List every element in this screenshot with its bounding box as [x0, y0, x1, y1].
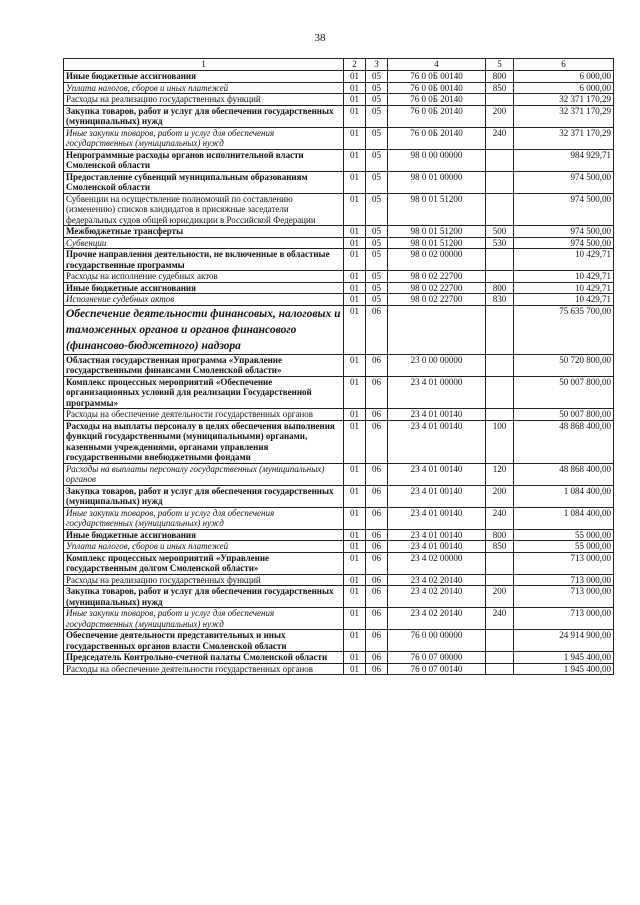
- row-name: Межбюджетные трансферты: [64, 226, 344, 238]
- row-expense-type: 800: [486, 282, 514, 294]
- table-row: [64, 463, 614, 485]
- row-expense-type: [486, 249, 514, 271]
- row-expense-type: [486, 94, 514, 106]
- column-header: 2: [344, 59, 366, 71]
- row-name: Иные закупки товаров, работ и услуг для обеспечения государственных (муниципальных) нужд: [64, 507, 344, 529]
- row-section-code: 01: [344, 105, 366, 127]
- row-name: Субвенции: [64, 237, 344, 249]
- row-section-code: 01: [344, 574, 366, 586]
- row-section-code: 01: [344, 420, 366, 463]
- row-section-code: 01: [344, 149, 366, 171]
- row-section-code: 01: [344, 463, 366, 485]
- row-subsection-code: 06: [366, 652, 388, 664]
- row-subsection-code: 05: [366, 149, 388, 171]
- row-subsection-code: 05: [366, 249, 388, 271]
- row-name: Уплата налогов, сборов и иных платежей: [64, 541, 344, 553]
- row-expense-type: 200: [486, 105, 514, 127]
- row-target-code: 76 0 0Б 00140: [388, 82, 486, 94]
- row-section-code: 01: [344, 541, 366, 553]
- row-name: Закупка товаров, работ и услуг для обеспечения государственных (муниципальных) нужд: [64, 586, 344, 608]
- row-amount: 50 007 800,00: [514, 409, 614, 421]
- row-amount: 50 007 800,00: [514, 376, 614, 409]
- row-target-code: 23 4 02 20140: [388, 574, 486, 586]
- row-amount: 6 000,00: [514, 82, 614, 94]
- row-name: Иные бюджетные ассигнования: [64, 282, 344, 294]
- row-expense-type: [486, 149, 514, 171]
- row-expense-type: 800: [486, 71, 514, 83]
- table-row: [64, 271, 614, 283]
- row-expense-type: [486, 271, 514, 283]
- row-amount: 55 000,00: [514, 529, 614, 541]
- row-subsection-code: 05: [366, 226, 388, 238]
- row-expense-type: [486, 193, 514, 226]
- row-subsection-code: 05: [366, 282, 388, 294]
- row-expense-type: 200: [486, 485, 514, 507]
- row-target-code: 76 0 00 00000: [388, 630, 486, 652]
- row-name: Расходы на обеспечение деятельности государственных органов: [64, 663, 344, 675]
- row-section-code: 01: [344, 237, 366, 249]
- row-amount: 32 371 170,29: [514, 105, 614, 127]
- row-target-code: 76 0 0Б 20140: [388, 105, 486, 127]
- row-expense-type: 850: [486, 541, 514, 553]
- row-section-code: 01: [344, 193, 366, 226]
- table-row: [64, 409, 614, 421]
- row-target-code: 23 4 01 00140: [388, 529, 486, 541]
- row-expense-type: 240: [486, 608, 514, 630]
- row-name: Иные бюджетные ассигнования: [64, 529, 344, 541]
- table-row: [64, 586, 614, 608]
- row-expense-type: [486, 552, 514, 574]
- table-row: [64, 237, 614, 249]
- row-subsection-code: 06: [366, 552, 388, 574]
- row-subsection-code: 06: [366, 507, 388, 529]
- table-header-row: [64, 59, 614, 71]
- row-subsection-code: 05: [366, 82, 388, 94]
- row-subsection-code: 06: [366, 420, 388, 463]
- row-expense-type: 830: [486, 294, 514, 306]
- row-target-code: 23 0 00 00000: [388, 354, 486, 376]
- table-row: [64, 574, 614, 586]
- row-target-code: 23 4 01 00140: [388, 485, 486, 507]
- column-header: 3: [366, 59, 388, 71]
- row-amount: 1 945 400,00: [514, 663, 614, 675]
- row-target-code: 23 4 01 00140: [388, 541, 486, 553]
- table-row: [64, 529, 614, 541]
- row-expense-type: 800: [486, 529, 514, 541]
- row-expense-type: [486, 305, 514, 354]
- table-row: [64, 507, 614, 529]
- row-name: Прочие направления деятельности, не включенные в областные государственные программы: [64, 249, 344, 271]
- row-amount: 1 084 400,00: [514, 507, 614, 529]
- row-subsection-code: 05: [366, 294, 388, 306]
- row-expense-type: [486, 376, 514, 409]
- row-expense-type: [486, 652, 514, 664]
- row-section-code: 01: [344, 485, 366, 507]
- row-expense-type: [486, 630, 514, 652]
- row-amount: 48 868 400,00: [514, 420, 614, 463]
- row-section-code: 01: [344, 249, 366, 271]
- row-name: Расходы на выплаты персоналу в целях обеспечения выполнения функций государственными (муниципальными) органами, казенными учреждениями, органами управления государственными внебюджетными фондами: [64, 420, 344, 463]
- row-section-code: 01: [344, 271, 366, 283]
- row-subsection-code: 05: [366, 71, 388, 83]
- row-expense-type: 100: [486, 420, 514, 463]
- table-row: [64, 94, 614, 106]
- column-header: 4: [388, 59, 486, 71]
- row-expense-type: [486, 354, 514, 376]
- row-target-code: 76 0 07 00140: [388, 663, 486, 675]
- row-expense-type: 240: [486, 507, 514, 529]
- table-row: [64, 420, 614, 463]
- row-name: Закупка товаров, работ и услуг для обеспечения государственных (муниципальных) нужд: [64, 105, 344, 127]
- row-amount: 974 500,00: [514, 237, 614, 249]
- table-row: [64, 376, 614, 409]
- table-row: [64, 652, 614, 664]
- row-target-code: 98 0 02 00000: [388, 249, 486, 271]
- row-amount: 1 084 400,00: [514, 485, 614, 507]
- row-section-code: 01: [344, 409, 366, 421]
- row-subsection-code: 05: [366, 94, 388, 106]
- row-name: Закупка товаров, работ и услуг для обеспечения государственных (муниципальных) нужд: [64, 485, 344, 507]
- page-number: 38: [314, 32, 326, 44]
- table-row: [64, 305, 614, 354]
- row-section-code: 01: [344, 376, 366, 409]
- column-header: 1: [64, 59, 344, 71]
- row-name: Иные закупки товаров, работ и услуг для обеспечения государственных (муниципальных) нужд: [64, 127, 344, 149]
- row-amount: 713 000,00: [514, 552, 614, 574]
- row-name: Расходы на реализацию государственных функций: [64, 94, 344, 106]
- row-subsection-code: 06: [366, 541, 388, 553]
- row-section-code: 01: [344, 294, 366, 306]
- row-name: Комплекс процессных мероприятий «Управление государственным долгом Смоленской области»: [64, 552, 344, 574]
- row-target-code: 98 0 01 51200: [388, 226, 486, 238]
- row-name: Исполнение судебных актов: [64, 294, 344, 306]
- table-row: [64, 105, 614, 127]
- row-expense-type: 500: [486, 226, 514, 238]
- row-section-code: 01: [344, 94, 366, 106]
- table-row: [64, 541, 614, 553]
- row-expense-type: [486, 663, 514, 675]
- table-row: [64, 193, 614, 226]
- row-section-code: 01: [344, 71, 366, 83]
- row-subsection-code: 05: [366, 171, 388, 193]
- table-row: [64, 608, 614, 630]
- row-subsection-code: 06: [366, 354, 388, 376]
- row-subsection-code: 06: [366, 463, 388, 485]
- row-amount: 10 429,71: [514, 282, 614, 294]
- row-subsection-code: 06: [366, 574, 388, 586]
- row-section-code: 01: [344, 305, 366, 354]
- row-name: Предоставление субвенций муниципальным образованиям Смоленской области: [64, 171, 344, 193]
- row-name: Областная государственная программа «Управление государственными финансами Смоленской области»: [64, 354, 344, 376]
- row-target-code: 23 4 01 00140: [388, 420, 486, 463]
- row-amount: 32 371 170,29: [514, 94, 614, 106]
- row-expense-type: 530: [486, 237, 514, 249]
- row-expense-type: [486, 574, 514, 586]
- row-subsection-code: 06: [366, 305, 388, 354]
- row-amount: 713 000,00: [514, 586, 614, 608]
- row-expense-type: 200: [486, 586, 514, 608]
- row-expense-type: 850: [486, 82, 514, 94]
- row-section-code: 01: [344, 127, 366, 149]
- row-target-code: [388, 305, 486, 354]
- row-name: Иные бюджетные ассигнования: [64, 71, 344, 83]
- row-section-code: 01: [344, 663, 366, 675]
- row-target-code: 23 4 01 00000: [388, 376, 486, 409]
- row-section-code: 01: [344, 630, 366, 652]
- row-amount: 974 500,00: [514, 171, 614, 193]
- row-subsection-code: 05: [366, 237, 388, 249]
- row-amount: 50 720 800,00: [514, 354, 614, 376]
- row-subsection-code: 06: [366, 529, 388, 541]
- table-row: [64, 663, 614, 675]
- row-amount: 974 500,00: [514, 193, 614, 226]
- row-section-code: 01: [344, 354, 366, 376]
- row-subsection-code: 06: [366, 376, 388, 409]
- row-amount: 10 429,71: [514, 249, 614, 271]
- row-amount: 974 500,00: [514, 226, 614, 238]
- table-row: [64, 552, 614, 574]
- row-target-code: 76 0 07 00000: [388, 652, 486, 664]
- row-target-code: 98 0 01 51200: [388, 193, 486, 226]
- row-subsection-code: 06: [366, 630, 388, 652]
- row-amount: 10 429,71: [514, 294, 614, 306]
- row-target-code: 98 0 01 51200: [388, 237, 486, 249]
- row-amount: 984 929,71: [514, 149, 614, 171]
- table-row: [64, 71, 614, 83]
- row-name: Расходы на выплаты персоналу государственных (муниципальных) органов: [64, 463, 344, 485]
- table-row: [64, 282, 614, 294]
- row-expense-type: [486, 409, 514, 421]
- row-subsection-code: 05: [366, 193, 388, 226]
- row-target-code: 23 4 02 20140: [388, 608, 486, 630]
- table-row: [64, 171, 614, 193]
- row-name: Обеспечение деятельности финансовых, налоговых и таможенных органов и органов финансового (финансово-бюджетного) надзора: [64, 305, 344, 354]
- row-name: Расходы на реализацию государственных функций: [64, 574, 344, 586]
- column-header: 6: [514, 59, 614, 71]
- table-row: [64, 82, 614, 94]
- row-subsection-code: 05: [366, 127, 388, 149]
- row-section-code: 01: [344, 226, 366, 238]
- row-amount: 713 000,00: [514, 608, 614, 630]
- row-section-code: 01: [344, 552, 366, 574]
- table-row: [64, 127, 614, 149]
- table-row: [64, 149, 614, 171]
- row-amount: 1 945 400,00: [514, 652, 614, 664]
- row-target-code: 23 4 01 00140: [388, 463, 486, 485]
- row-name: Обеспечение деятельности представительных и иных государственных органов власти Смоленской области: [64, 630, 344, 652]
- row-target-code: 23 4 02 00000: [388, 552, 486, 574]
- row-amount: 75 635 700,00: [514, 305, 614, 354]
- row-expense-type: 120: [486, 463, 514, 485]
- row-target-code: 76 0 0Б 20140: [388, 127, 486, 149]
- row-target-code: 98 0 00 00000: [388, 149, 486, 171]
- table-body: [64, 71, 614, 675]
- row-section-code: 01: [344, 171, 366, 193]
- row-expense-type: [486, 171, 514, 193]
- row-amount: 48 868 400,00: [514, 463, 614, 485]
- row-target-code: 98 0 02 22700: [388, 294, 486, 306]
- row-amount: 713 000,00: [514, 574, 614, 586]
- row-name: Расходы на обеспечение деятельности государственных органов: [64, 409, 344, 421]
- row-name: Субвенции на осуществление полномочий по составлению (изменению) списков кандидатов в присяжные заседатели федеральных судов общей юрисдикции в Российской Федерации: [64, 193, 344, 226]
- row-target-code: 98 0 02 22700: [388, 282, 486, 294]
- row-subsection-code: 06: [366, 663, 388, 675]
- row-amount: 10 429,71: [514, 271, 614, 283]
- row-name: Комплекс процессных мероприятий «Обеспечение организационных условий для реализации Государственной программы»: [64, 376, 344, 409]
- row-subsection-code: 06: [366, 485, 388, 507]
- row-expense-type: 240: [486, 127, 514, 149]
- row-subsection-code: 06: [366, 608, 388, 630]
- row-target-code: 98 0 02 22700: [388, 271, 486, 283]
- row-subsection-code: 06: [366, 409, 388, 421]
- row-amount: 55 000,00: [514, 541, 614, 553]
- row-name: Председатель Контрольно-счетной палаты Смоленской области: [64, 652, 344, 664]
- row-target-code: 98 0 01 00000: [388, 171, 486, 193]
- table-row: [64, 485, 614, 507]
- row-amount: 24 914 900,00: [514, 630, 614, 652]
- row-subsection-code: 05: [366, 271, 388, 283]
- row-section-code: 01: [344, 586, 366, 608]
- row-subsection-code: 05: [366, 105, 388, 127]
- column-header: 5: [486, 59, 514, 71]
- table-row: [64, 226, 614, 238]
- row-target-code: 23 4 01 00140: [388, 507, 486, 529]
- row-section-code: 01: [344, 82, 366, 94]
- row-target-code: 23 4 02 20140: [388, 586, 486, 608]
- row-section-code: 01: [344, 529, 366, 541]
- row-subsection-code: 06: [366, 586, 388, 608]
- row-section-code: 01: [344, 652, 366, 664]
- row-name: Непрограммные расходы органов исполнительной власти Смоленской области: [64, 149, 344, 171]
- table-row: [64, 249, 614, 271]
- row-name: Иные закупки товаров, работ и услуг для обеспечения государственных (муниципальных) нужд: [64, 608, 344, 630]
- row-section-code: 01: [344, 282, 366, 294]
- table-row: [64, 630, 614, 652]
- row-section-code: 01: [344, 507, 366, 529]
- row-target-code: 23 4 01 00140: [388, 409, 486, 421]
- budget-table: [63, 58, 614, 675]
- row-section-code: 01: [344, 608, 366, 630]
- table-row: [64, 294, 614, 306]
- row-name: Расходы на исполнение судебных актов: [64, 271, 344, 283]
- row-amount: 32 371 170,29: [514, 127, 614, 149]
- table-row: [64, 354, 614, 376]
- row-target-code: 76 0 0Б 20140: [388, 94, 486, 106]
- row-amount: 6 000,00: [514, 71, 614, 83]
- row-target-code: 76 0 0Б 00140: [388, 71, 486, 83]
- row-name: Уплата налогов, сборов и иных платежей: [64, 82, 344, 94]
